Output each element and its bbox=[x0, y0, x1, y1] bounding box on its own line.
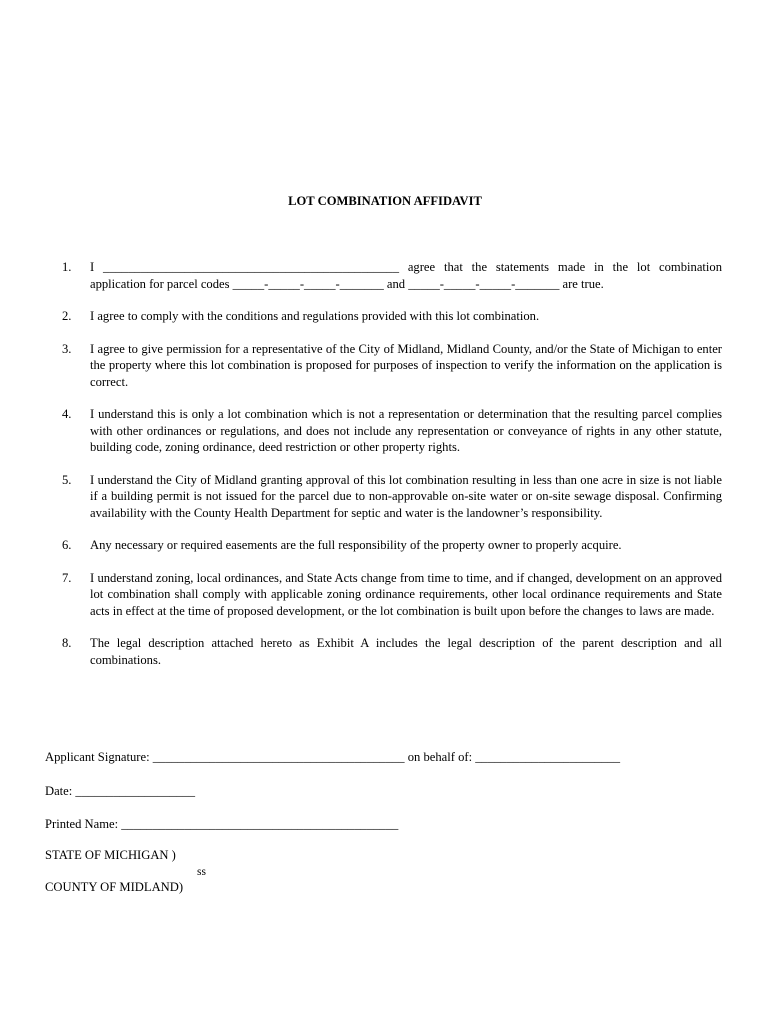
statement-text: Any necessary or required easements are the full responsibility of the property owner to properly acquire. bbox=[90, 538, 622, 552]
statement-text: I _______________________________________________ agree that the statements made in the lot combination application for parcel codes _____-_____-_____-_______ and _____-_____-_____-_______ are true. bbox=[90, 260, 722, 291]
statement-number: 1. bbox=[62, 260, 72, 274]
statement-text: The legal description attached hereto as Exhibit A includes the legal description of the parent description and all combinations. bbox=[90, 636, 722, 667]
notary-state-line: STATE OF MICHIGAN ) bbox=[45, 848, 176, 862]
notary-county-line: COUNTY OF MIDLAND) bbox=[45, 880, 184, 894]
date-line: Date: ___________________ bbox=[45, 784, 196, 798]
statement-text: I understand the City of Midland granting approval of this lot combination resulting in less than one acre in size is not liable if a building permit is not issued for the parcel due to non-approvable on-site water or on-site sewage disposal. Confirming availability with the County Health Department for septic and water is the landowner’s responsibility. bbox=[90, 472, 722, 520]
statement-item bbox=[62, 635, 722, 668]
statement-text: I understand zoning, local ordinances, and State Acts change from time to time, and if changed, development on an approved lot combination shall comply with applicable zoning ordinance requirements, other local ordinance requirements and State acts in effect at the time of proposed development, or the lot combination is built upon before the changes to laws are made. bbox=[90, 570, 722, 618]
applicant-signature-line: Applicant Signature: ________________________________________ on behalf of: _______________________ bbox=[45, 750, 621, 764]
statement-text: I understand this is only a lot combination which is not a representation or determination that the resulting parcel complies with other ordinances or regulations, and does not include any representation or conveyance of rights in any other statute, building code, zoning ordinance, deed restriction or other property rights. bbox=[90, 407, 722, 454]
statement-number: 8. bbox=[62, 636, 72, 650]
statement-number: 5. bbox=[62, 472, 72, 487]
affidavit-statements bbox=[62, 259, 722, 684]
printed-name-line: Printed Name: ____________________________________________ bbox=[45, 817, 399, 831]
statement-item bbox=[62, 308, 722, 325]
statement-item bbox=[62, 537, 722, 554]
statement-item bbox=[62, 259, 722, 292]
statement-number: 7. bbox=[62, 570, 72, 585]
statement-item bbox=[62, 472, 722, 522]
statement-number: 4. bbox=[62, 407, 72, 421]
statement-number: 3. bbox=[62, 341, 72, 356]
statement-item bbox=[62, 406, 722, 456]
statement-text: I agree to give permission for a representative of the City of Midland, Midland County, and/or the State of Michigan to enter the property where this lot combination is proposed for purposes of inspection to verify the information on the application is correct. bbox=[90, 341, 722, 389]
document-title: LOT COMBINATION AFFIDAVIT bbox=[288, 194, 482, 208]
statement-number: 6. bbox=[62, 538, 72, 552]
statement-number: 2. bbox=[62, 309, 72, 323]
notary-ss: ss bbox=[197, 866, 206, 878]
statement-item bbox=[62, 341, 722, 391]
statement-text: I agree to comply with the conditions and regulations provided with this lot combination. bbox=[90, 309, 540, 323]
statement-item bbox=[62, 570, 722, 620]
